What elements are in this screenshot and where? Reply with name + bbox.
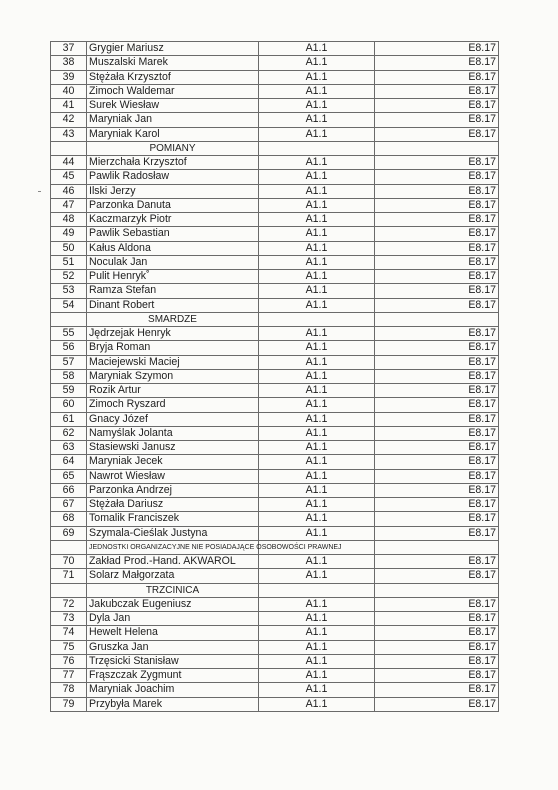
person-name: Grygier Mariusz [87, 42, 259, 56]
code-a: A1.1 [259, 512, 375, 526]
person-name: Zakład Prod.-Hand. AKWAROL [87, 555, 259, 569]
row-number: 69 [51, 526, 87, 540]
table-row [51, 626, 499, 640]
table-row [51, 498, 499, 512]
code-e: E8.17 [375, 512, 499, 526]
person-name: Ramza Stefan [87, 284, 259, 298]
code-a: A1.1 [259, 455, 375, 469]
section-header-row [51, 312, 499, 326]
row-number-cell-empty [51, 583, 87, 597]
person-name: Namyślak Jolanta [87, 426, 259, 440]
row-number: 59 [51, 384, 87, 398]
code-a: A1.1 [259, 170, 375, 184]
person-name: Stasiewski Janusz [87, 441, 259, 455]
table-row [51, 255, 499, 269]
code-a: A1.1 [259, 113, 375, 127]
person-name: Hewelt Helena [87, 626, 259, 640]
code-e: E8.17 [375, 526, 499, 540]
code-e: E8.17 [375, 241, 499, 255]
code-e: E8.17 [375, 626, 499, 640]
code-a: A1.1 [259, 441, 375, 455]
table-row [51, 512, 499, 526]
person-name: Maryniak Joachim [87, 683, 259, 697]
table-row [51, 441, 499, 455]
row-number: 58 [51, 369, 87, 383]
code-a: A1.1 [259, 498, 375, 512]
code-a: A1.1 [259, 284, 375, 298]
section-header-row [51, 141, 499, 155]
code-e: E8.17 [375, 654, 499, 668]
row-number: 64 [51, 455, 87, 469]
person-name: Noculak Jan [87, 255, 259, 269]
table-row [51, 127, 499, 141]
person-name: Zimoch Ryszard [87, 398, 259, 412]
person-name: Kałus Aldona [87, 241, 259, 255]
row-number: 75 [51, 640, 87, 654]
table-row [51, 384, 499, 398]
code-a: A1.1 [259, 70, 375, 84]
person-name: Pawlik Radosław [87, 170, 259, 184]
person-name: Przybyła Marek [87, 697, 259, 711]
row-number: 62 [51, 426, 87, 440]
person-name: Maryniak Szymon [87, 369, 259, 383]
code-a: A1.1 [259, 526, 375, 540]
code-e: E8.17 [375, 127, 499, 141]
code-a: A1.1 [259, 612, 375, 626]
code-e: E8.17 [375, 170, 499, 184]
code-a: A1.1 [259, 412, 375, 426]
code-e: E8.17 [375, 597, 499, 611]
person-name: Maciejewski Maciej [87, 355, 259, 369]
table-row [51, 113, 499, 127]
code1-cell-empty [259, 312, 375, 326]
code1-cell-empty [259, 141, 375, 155]
row-number-cell-empty [51, 540, 87, 554]
code-a: A1.1 [259, 669, 375, 683]
code-a: A1.1 [259, 355, 375, 369]
code-a: A1.1 [259, 198, 375, 212]
code-e: E8.17 [375, 612, 499, 626]
table-row [51, 70, 499, 84]
code2-cell-empty [375, 312, 499, 326]
code-a: A1.1 [259, 341, 375, 355]
code-e: E8.17 [375, 640, 499, 654]
row-number: 46 [51, 184, 87, 198]
code-e: E8.17 [375, 213, 499, 227]
row-number: 44 [51, 156, 87, 170]
row-number: 56 [51, 341, 87, 355]
code-a: A1.1 [259, 127, 375, 141]
code-e: E8.17 [375, 84, 499, 98]
code-a: A1.1 [259, 270, 375, 284]
code-a: A1.1 [259, 227, 375, 241]
section-label: SMARDZE [87, 312, 259, 326]
code-e: E8.17 [375, 441, 499, 455]
person-name: Mierzchała Krzysztof [87, 156, 259, 170]
table-row [51, 42, 499, 56]
row-number: 78 [51, 683, 87, 697]
row-number: 73 [51, 612, 87, 626]
row-number: 70 [51, 555, 87, 569]
section-label: TRZCINICA [87, 583, 259, 597]
table-row [51, 227, 499, 241]
person-name: Stężała Dariusz [87, 498, 259, 512]
code-a: A1.1 [259, 241, 375, 255]
code-a: A1.1 [259, 640, 375, 654]
person-name: Pawlik Sebastian [87, 227, 259, 241]
code-a: A1.1 [259, 369, 375, 383]
code-e: E8.17 [375, 99, 499, 113]
code-a: A1.1 [259, 626, 375, 640]
table-row [51, 455, 499, 469]
section-label: POMIANY [87, 141, 259, 155]
person-name: Jędrzejak Henryk [87, 327, 259, 341]
row-number: 67 [51, 498, 87, 512]
code-a: A1.1 [259, 84, 375, 98]
table-row [51, 56, 499, 70]
code-e: E8.17 [375, 569, 499, 583]
code-a: A1.1 [259, 56, 375, 70]
code-e: E8.17 [375, 697, 499, 711]
table-row [51, 426, 499, 440]
row-number: 48 [51, 213, 87, 227]
row-number: 40 [51, 84, 87, 98]
person-name: Maryniak Jecek [87, 455, 259, 469]
register-table-body [51, 42, 499, 712]
code-e: E8.17 [375, 683, 499, 697]
row-number: 72 [51, 597, 87, 611]
row-number: 53 [51, 284, 87, 298]
person-name: Solarz Małgorzata [87, 569, 259, 583]
margin-mark [38, 191, 41, 192]
row-number: 38 [51, 56, 87, 70]
row-number: 66 [51, 483, 87, 497]
row-number: 55 [51, 327, 87, 341]
table-row [51, 654, 499, 668]
code-e: E8.17 [375, 555, 499, 569]
code-e: E8.17 [375, 469, 499, 483]
person-name: Jakubczak Eugeniusz [87, 597, 259, 611]
row-number: 37 [51, 42, 87, 56]
code-a: A1.1 [259, 255, 375, 269]
row-number: 77 [51, 669, 87, 683]
row-number: 76 [51, 654, 87, 668]
person-name: Bryja Roman [87, 341, 259, 355]
person-name: Muszalski Marek [87, 56, 259, 70]
row-number: 52 [51, 270, 87, 284]
code-a: A1.1 [259, 99, 375, 113]
row-number: 61 [51, 412, 87, 426]
code-a: A1.1 [259, 398, 375, 412]
section-header-row [51, 540, 499, 554]
code-e: E8.17 [375, 412, 499, 426]
code-e: E8.17 [375, 56, 499, 70]
code-e: E8.17 [375, 70, 499, 84]
code-a: A1.1 [259, 483, 375, 497]
code-e: E8.17 [375, 184, 499, 198]
code-e: E8.17 [375, 369, 499, 383]
person-name: Frąszczak Zygmunt [87, 669, 259, 683]
row-number-cell-empty [51, 141, 87, 155]
row-number: 39 [51, 70, 87, 84]
row-number: 74 [51, 626, 87, 640]
code-e: E8.17 [375, 227, 499, 241]
person-name: Kaczmarzyk Piotr [87, 213, 259, 227]
person-name: Maryniak Jan [87, 113, 259, 127]
row-number: 45 [51, 170, 87, 184]
register-table [50, 41, 499, 712]
row-number: 71 [51, 569, 87, 583]
code-a: A1.1 [259, 426, 375, 440]
table-row [51, 597, 499, 611]
table-row [51, 156, 499, 170]
code-e: E8.17 [375, 341, 499, 355]
code-a: A1.1 [259, 184, 375, 198]
person-name: Zimoch Waldemar [87, 84, 259, 98]
table-row [51, 270, 499, 284]
table-row [51, 170, 499, 184]
person-name: Dinant Robert [87, 298, 259, 312]
table-row [51, 241, 499, 255]
person-name: Tomalik Franciszek [87, 512, 259, 526]
person-name: Maryniak Karol [87, 127, 259, 141]
code-e: E8.17 [375, 270, 499, 284]
code-a: A1.1 [259, 555, 375, 569]
code-e: E8.17 [375, 156, 499, 170]
table-row [51, 213, 499, 227]
table-row [51, 640, 499, 654]
code-a: A1.1 [259, 384, 375, 398]
code-a: A1.1 [259, 42, 375, 56]
row-number: 57 [51, 355, 87, 369]
row-number: 63 [51, 441, 87, 455]
code-a: A1.1 [259, 569, 375, 583]
code-e: E8.17 [375, 42, 499, 56]
table-row [51, 284, 499, 298]
table-row [51, 198, 499, 212]
person-name: Rozik Artur [87, 384, 259, 398]
person-name: Szymala-Cieślak Justyna [87, 526, 259, 540]
code-e: E8.17 [375, 455, 499, 469]
code-e: E8.17 [375, 113, 499, 127]
code-a: A1.1 [259, 298, 375, 312]
row-number: 42 [51, 113, 87, 127]
code-e: E8.17 [375, 384, 499, 398]
code-a: A1.1 [259, 654, 375, 668]
table-row [51, 683, 499, 697]
row-number: 49 [51, 227, 87, 241]
row-number: 41 [51, 99, 87, 113]
person-name: Pulit Henryk˚ [87, 270, 259, 284]
row-number: 43 [51, 127, 87, 141]
code-e: E8.17 [375, 398, 499, 412]
code-a: A1.1 [259, 213, 375, 227]
table-row [51, 355, 499, 369]
row-number: 68 [51, 512, 87, 526]
code1-cell-empty [259, 583, 375, 597]
row-number: 51 [51, 255, 87, 269]
code-e: E8.17 [375, 669, 499, 683]
code-a: A1.1 [259, 469, 375, 483]
table-row [51, 327, 499, 341]
table-row [51, 369, 499, 383]
row-number: 47 [51, 198, 87, 212]
row-number: 50 [51, 241, 87, 255]
table-row [51, 341, 499, 355]
code-a: A1.1 [259, 697, 375, 711]
code-e: E8.17 [375, 355, 499, 369]
row-number-cell-empty [51, 312, 87, 326]
code-a: A1.1 [259, 327, 375, 341]
person-name: Ilski Jerzy [87, 184, 259, 198]
table-row [51, 412, 499, 426]
table-row [51, 569, 499, 583]
code2-cell-empty [375, 583, 499, 597]
code-a: A1.1 [259, 597, 375, 611]
code-a: A1.1 [259, 683, 375, 697]
person-name: Parzonka Danuta [87, 198, 259, 212]
table-row [51, 298, 499, 312]
table-row [51, 612, 499, 626]
code-e: E8.17 [375, 327, 499, 341]
person-name: Gruszka Jan [87, 640, 259, 654]
section-header-row [51, 583, 499, 597]
table-row [51, 184, 499, 198]
table-row [51, 398, 499, 412]
code-e: E8.17 [375, 198, 499, 212]
row-number: 79 [51, 697, 87, 711]
code-e: E8.17 [375, 426, 499, 440]
person-name: Dyla Jan [87, 612, 259, 626]
table-row [51, 84, 499, 98]
person-name: Stężała Krzysztof [87, 70, 259, 84]
table-row [51, 469, 499, 483]
row-number: 60 [51, 398, 87, 412]
table-row [51, 555, 499, 569]
code-e: E8.17 [375, 284, 499, 298]
code2-cell-empty [375, 540, 499, 554]
code2-cell-empty [375, 141, 499, 155]
person-name: Trzęsicki Stanisław [87, 654, 259, 668]
table-row [51, 483, 499, 497]
code-e: E8.17 [375, 255, 499, 269]
table-row [51, 669, 499, 683]
person-name: Parzonka Andrzej [87, 483, 259, 497]
row-number: 54 [51, 298, 87, 312]
table-row [51, 526, 499, 540]
code-a: A1.1 [259, 156, 375, 170]
code-e: E8.17 [375, 298, 499, 312]
section-label: JEDNOSTKI ORGANIZACYJNE NIE POSIADAJĄCE OSOBOWOŚCI PRAWNEJ [87, 540, 259, 554]
person-name: Nawrot Wiesław [87, 469, 259, 483]
code-e: E8.17 [375, 498, 499, 512]
person-name: Gnacy Józef [87, 412, 259, 426]
table-row [51, 99, 499, 113]
person-name: Surek Wiesław [87, 99, 259, 113]
code-e: E8.17 [375, 483, 499, 497]
row-number: 65 [51, 469, 87, 483]
table-row [51, 697, 499, 711]
